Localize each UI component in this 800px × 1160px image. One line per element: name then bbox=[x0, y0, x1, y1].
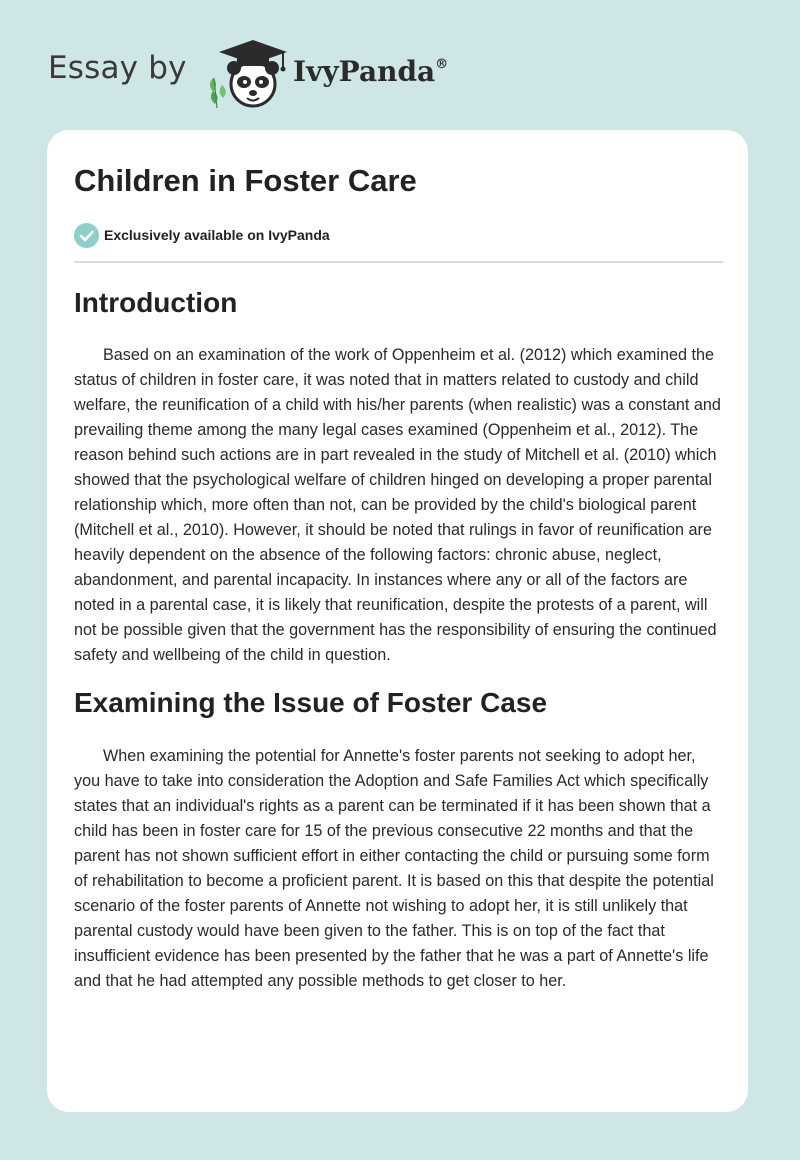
panda-graduation-cap-icon[interactable] bbox=[203, 34, 293, 110]
section-body-introduction: Based on an examination of the work of Oppenheim et al. (2012) which examined the status of children in foster care, it was noted that in matters related to custody and child welfare, the reunification of a child with his/her parents (when realistic) was a constant and prevailing theme among the many legal cases examined (Oppenheim et al., 2012). The reason behind such actions are in part revealed in the study of Mitchell et al. (2010) which showed that the psychological welfare of children hinged on developing a proper parental relationship which, more often than not, can be provided by the child's biological parent (Mitchell et al., 2010). However, it should be noted that rulings in favor of reunification are heavily dependent on the absence of the following factors: chronic abuse, neglect, abandonment, and parental incapacity. In instances where any or all of the factors are noted in a parental case, it is likely that reunification, despite the protests of a parent, will not be possible given that the government has the responsibility of ensuring the continued safety and wellbeing of the child in question. bbox=[74, 346, 721, 664]
essay-by-label: Essay by bbox=[48, 50, 187, 86]
section-heading-introduction: Introduction bbox=[74, 287, 238, 318]
brand-name[interactable] bbox=[293, 55, 448, 88]
section-body-examining-issue: When examining the potential for Annette's foster parents not seeking to adopt her, you have to take into consideration the Adoption and Safe Families Act which specifically states that an individual's rights as a parent can be terminated if it has been shown that a child has been in foster care for 15 of the previous consecutive 22 months and that the parent has not shown sufficient effort in either contacting the child or pursuing some form of rehabilitation to become a proficient parent. It is based on this that despite the potential scenario of the foster parents of Annette not wishing to adopt her, it is still unlikely that parental custody would have been given to the father. This is on top of the fact that insufficient evidence has been presented by the father that he was a part of Annette's life and that he had attempted any possible methods to get closer to her. bbox=[74, 747, 714, 990]
exclusive-badge bbox=[74, 222, 330, 248]
essay-card bbox=[47, 130, 748, 1112]
site-header bbox=[48, 30, 548, 110]
ivy-leaf-icon bbox=[210, 78, 226, 108]
check-circle-icon bbox=[74, 223, 99, 248]
exclusive-badge-label: Exclusively available on IvyPanda bbox=[104, 227, 330, 243]
brand-name-text: IvyPanda bbox=[293, 55, 436, 88]
registered-mark: ® bbox=[435, 57, 449, 72]
divider bbox=[74, 261, 723, 263]
section-heading-examining-issue: Examining the Issue of Foster Case bbox=[74, 687, 548, 718]
essay-title: Children in Foster Care bbox=[74, 163, 417, 198]
